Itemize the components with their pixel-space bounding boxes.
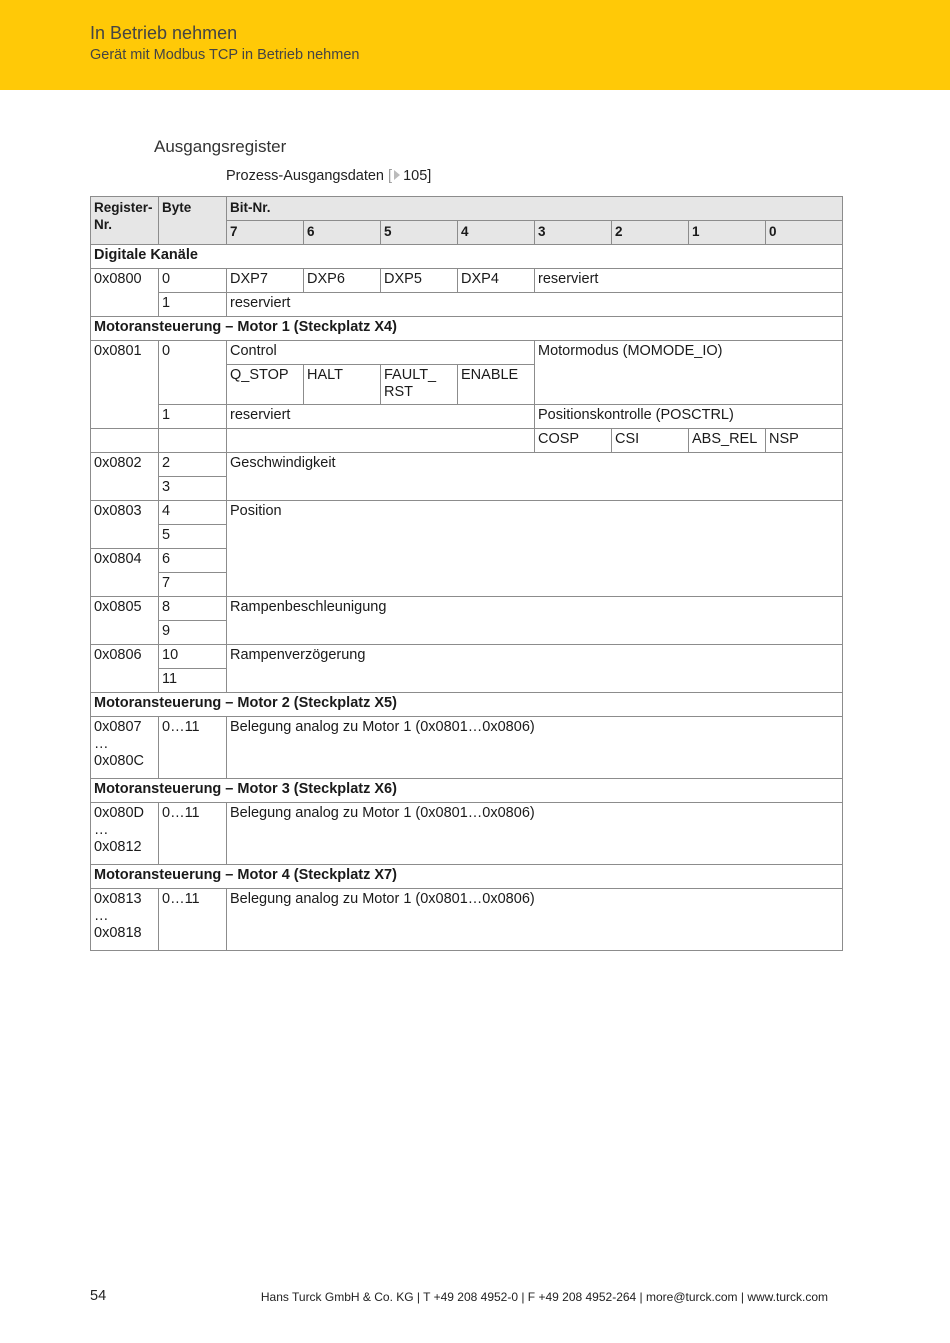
value-cell: Position — [227, 501, 843, 597]
group-heading: Motoransteuerung – Motor 1 (Steckplatz X4) — [91, 317, 843, 341]
byte-cell: 7 — [159, 573, 227, 597]
section-title: Ausgangsregister — [154, 137, 287, 156]
value-cell: Belegung analog zu Motor 1 (0x0801…0x0806) — [227, 803, 843, 865]
register-cell: 0x0807 … 0x080C — [91, 717, 159, 779]
register-cell: 0x0806 — [91, 645, 159, 693]
group-heading: Motoransteuerung – Motor 4 (Steckplatz X7) — [91, 865, 843, 889]
bit-cell: CSI — [612, 429, 689, 453]
bit-cell: HALT — [304, 365, 381, 405]
group-heading: Motoransteuerung – Motor 2 (Steckplatz X5) — [91, 693, 843, 717]
bit-cell: COSP — [535, 429, 612, 453]
byte-cell: 0…11 — [159, 803, 227, 865]
register-cell: 0x0801 — [91, 341, 159, 429]
bit-cell: DXP6 — [304, 269, 381, 293]
bit-cell: Positionskontrolle (POSCTRL) — [535, 405, 843, 429]
byte-cell: 1 — [159, 293, 227, 317]
xref-close-bracket: ] — [427, 168, 432, 184]
bit-cell: reserviert — [535, 269, 843, 293]
bit-cell: ABS_REL — [689, 429, 766, 453]
header-byte: Byte — [159, 197, 227, 245]
xref-open-bracket: [ — [388, 168, 393, 184]
page-header — [0, 0, 950, 90]
register-cell: 0x0804 — [91, 549, 159, 597]
byte-cell: 8 — [159, 597, 227, 621]
output-register-table — [90, 196, 843, 951]
header-bit: 0 — [766, 221, 843, 245]
empty-cell — [91, 429, 159, 453]
bit-cell: DXP5 — [381, 269, 458, 293]
value-cell: Rampenverzögerung — [227, 645, 843, 693]
footer-contact: Hans Turck GmbH & Co. KG | T +49 208 4952-0 | F +49 208 4952-264 | more@turck.com | www.turck.com — [260, 1290, 828, 1304]
group-heading: Digitale Kanäle — [91, 245, 843, 269]
bit-cell: ENABLE — [458, 365, 535, 405]
bit-cell: reserviert — [227, 405, 535, 429]
byte-cell: 5 — [159, 525, 227, 549]
register-cell: 0x0803 — [91, 501, 159, 549]
bit-cell: DXP4 — [458, 269, 535, 293]
byte-cell: 0 — [159, 341, 227, 405]
byte-cell: 0 — [159, 269, 227, 293]
byte-cell: 6 — [159, 549, 227, 573]
xref-text: Prozess-Ausgangsdaten — [226, 168, 384, 184]
register-cell: 0x0805 — [91, 597, 159, 645]
header-bit: 6 — [304, 221, 381, 245]
xref-page[interactable]: 105 — [403, 168, 428, 184]
bit-cell: Q_STOP — [227, 365, 304, 405]
bit-cell: FAULT_ RST — [381, 365, 458, 405]
chapter-title: In Betrieb nehmen — [90, 23, 238, 43]
header-bit: 1 — [689, 221, 766, 245]
header-bit: 3 — [535, 221, 612, 245]
page-number: 54 — [90, 1288, 107, 1304]
byte-cell: 0…11 — [159, 889, 227, 951]
chapter-subtitle: Gerät mit Modbus TCP in Betrieb nehmen — [90, 47, 360, 63]
empty-cell — [227, 429, 535, 453]
header-bit: 4 — [458, 221, 535, 245]
arrow-right-icon — [394, 170, 400, 180]
header-register: Register- Nr. — [91, 197, 159, 245]
header-bit: 2 — [612, 221, 689, 245]
bit-cell: NSP — [766, 429, 843, 453]
value-cell: Geschwindigkeit — [227, 453, 843, 501]
value-cell: Rampenbeschleunigung — [227, 597, 843, 645]
register-cell: 0x0813 … 0x0818 — [91, 889, 159, 951]
value-cell: Belegung analog zu Motor 1 (0x0801…0x0806) — [227, 717, 843, 779]
byte-cell: 4 — [159, 501, 227, 525]
register-cell: 0x0800 — [91, 269, 159, 317]
bit-cell: Control — [227, 341, 535, 365]
register-cell: 0x0802 — [91, 453, 159, 501]
byte-cell: 0…11 — [159, 717, 227, 779]
byte-cell: 11 — [159, 669, 227, 693]
byte-cell: 9 — [159, 621, 227, 645]
header-bit: 5 — [381, 221, 458, 245]
byte-cell: 3 — [159, 477, 227, 501]
header-bitnr: Bit-Nr. — [227, 197, 843, 221]
value-cell: Belegung analog zu Motor 1 (0x0801…0x0806) — [227, 889, 843, 951]
bit-cell: reserviert — [227, 293, 843, 317]
byte-cell: 10 — [159, 645, 227, 669]
register-cell: 0x080D … 0x0812 — [91, 803, 159, 865]
group-heading: Motoransteuerung – Motor 3 (Steckplatz X6) — [91, 779, 843, 803]
byte-cell: 1 — [159, 405, 227, 429]
byte-cell: 2 — [159, 453, 227, 477]
empty-cell — [159, 429, 227, 453]
bit-cell: DXP7 — [227, 269, 304, 293]
bit-cell: Motormodus (MOMODE_IO) — [535, 341, 843, 405]
cross-reference[interactable] — [226, 168, 431, 184]
header-bit: 7 — [227, 221, 304, 245]
